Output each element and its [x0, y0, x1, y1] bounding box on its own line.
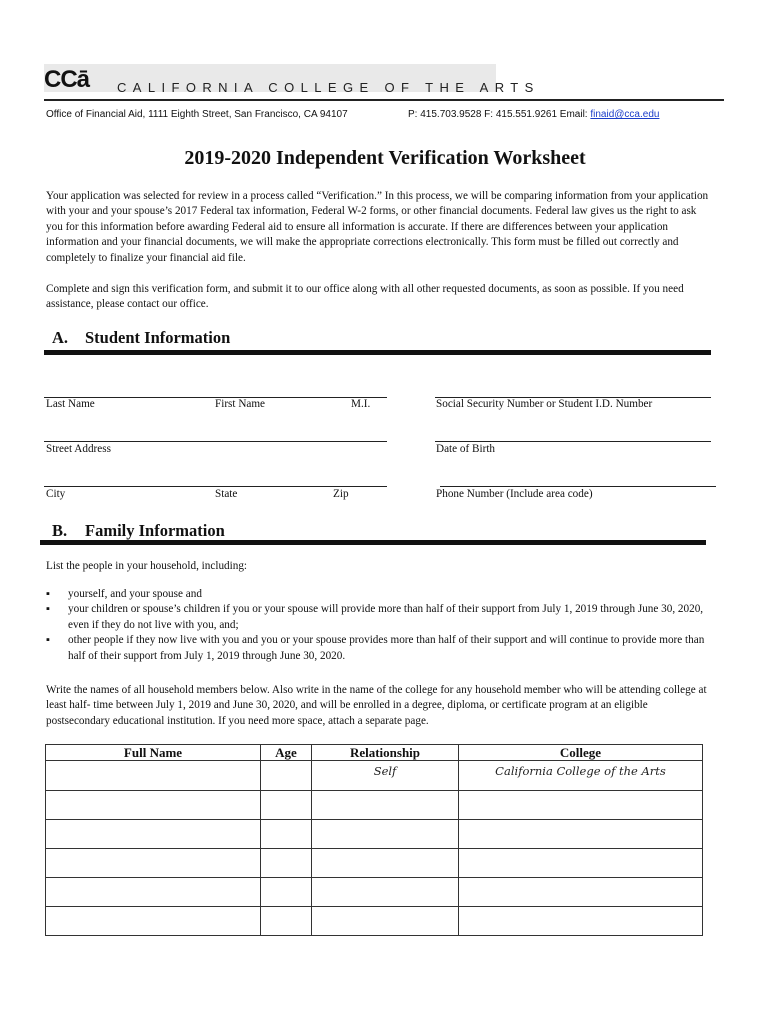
dob-label: Date of Birth [436, 443, 496, 455]
first-name-label: First Name [215, 398, 266, 410]
city-state-zip-line[interactable] [44, 486, 387, 487]
full-name-header: Full Name [46, 745, 261, 761]
phone-field-line[interactable] [440, 486, 716, 487]
cca-logo: CCā [44, 66, 90, 93]
full-name-cell[interactable] [46, 878, 261, 907]
household-criteria-list [46, 587, 712, 664]
age-cell[interactable] [261, 791, 312, 820]
section-b-rule [40, 540, 706, 545]
college-value: California College of the Arts [495, 764, 666, 778]
section-a-heading [52, 328, 230, 348]
header-divider [44, 99, 724, 101]
full-name-cell[interactable] [46, 820, 261, 849]
list-item [46, 633, 712, 664]
age-cell[interactable] [261, 761, 312, 791]
ssn-label: Social Security Number or Student I.D. Number [436, 398, 653, 410]
section-a-title: Student Information [85, 328, 231, 347]
section-b-heading [52, 521, 225, 541]
college-cell[interactable] [459, 761, 703, 791]
table-row [46, 907, 703, 936]
city-label: City [46, 488, 66, 500]
college-cell[interactable] [459, 878, 703, 907]
age-header: Age [261, 745, 312, 761]
table-row [46, 849, 703, 878]
bullet-icon: ▪ [46, 634, 50, 647]
phone-fax-text: P: 415.703.9528 F: 415.551.9261 Email: [408, 109, 591, 120]
relationship-value: Self [373, 764, 397, 778]
age-cell[interactable] [261, 820, 312, 849]
household-table [45, 744, 703, 936]
table-header-row [46, 745, 703, 761]
full-name-cell[interactable] [46, 791, 261, 820]
contact-info [408, 109, 659, 120]
section-a-rule [44, 350, 711, 355]
last-name-label: Last Name [46, 398, 95, 410]
college-header: College [459, 745, 703, 761]
relationship-cell[interactable] [312, 761, 459, 791]
list-item-text: your children or spouse’s children if you or your spouse will provide more than half of their support from July 1, 2019 through June 30, 2020, even if they do not live with you, and; [68, 603, 704, 631]
list-item [46, 587, 712, 602]
age-cell[interactable] [261, 907, 312, 936]
street-field-line[interactable] [44, 441, 387, 442]
street-address-label: Street Address [46, 443, 111, 455]
relationship-cell[interactable] [312, 878, 459, 907]
phone-label: Phone Number (Include area code) [436, 488, 593, 500]
table-row [46, 820, 703, 849]
relationship-cell[interactable] [312, 907, 459, 936]
table-row [46, 791, 703, 820]
list-item [46, 602, 712, 633]
dob-field-line[interactable] [435, 441, 711, 442]
list-item-text: yourself, and your spouse and [68, 588, 202, 600]
office-address: Office of Financial Aid, 1111 Eighth Street, San Francisco, CA 94107 [46, 109, 348, 120]
section-b-letter: B. [52, 521, 68, 540]
bullet-icon: ▪ [46, 603, 50, 616]
middle-initial-label: M.I. [351, 398, 371, 410]
state-label: State [215, 488, 238, 500]
intro-paragraph: Your application was selected for review in a process called “Verification.” In this process, we will be comparing information from your application with your and your spouse’s 2017 Federal tax information, Federal W-2 forms, or other financial documents. Federal law gives us the right to ask you for this information before awarding Federal aid to ensure all information is accurate. If there are differences between your application information and your financial documents, we will make the appropriate corrections electronically. This form must be filled out correctly and completely to finalize your financial aid file. [46, 190, 709, 264]
zip-label: Zip [333, 488, 349, 500]
email-link[interactable]: finaid@cca.edu [590, 109, 660, 120]
table-row [46, 761, 703, 791]
table-row [46, 878, 703, 907]
section-a-letter: A. [52, 328, 69, 347]
full-name-cell[interactable] [46, 907, 261, 936]
college-cell[interactable] [459, 791, 703, 820]
relationship-header: Relationship [312, 745, 459, 761]
household-instructions: Write the names of all household members below. Also write in the name of the college for any household member who will be attending college at least half- time between July 1, 2019 and June 30, 2020, and will be enrolled in a degree, diploma, or certificate program at an eligible postsecondary educational institution. If you need more space, attach a separate page. [46, 684, 707, 727]
full-name-cell[interactable] [46, 849, 261, 878]
submission-paragraph: Complete and sign this verification form, and submit it to our office along with all other requested documents, as soon as possible. If you need assistance, please contact our office. [46, 283, 684, 311]
bullet-icon: ▪ [46, 588, 50, 600]
college-name: CALIFORNIA COLLEGE OF THE ARTS [117, 80, 540, 95]
relationship-cell[interactable] [312, 820, 459, 849]
college-cell[interactable] [459, 849, 703, 878]
page-title: 2019-2020 Independent Verification Worksheet [184, 147, 586, 169]
relationship-cell[interactable] [312, 791, 459, 820]
age-cell[interactable] [261, 878, 312, 907]
relationship-cell[interactable] [312, 849, 459, 878]
household-list-intro: List the people in your household, including: [46, 560, 248, 572]
section-b-title: Family Information [85, 521, 225, 540]
college-cell[interactable] [459, 907, 703, 936]
list-item-text: other people if they now live with you and you or your spouse provides more than half of their support and will continue to provide more than half of their support from July 1, 2019 through June 30, 2020. [68, 634, 705, 662]
full-name-cell[interactable] [46, 761, 261, 791]
age-cell[interactable] [261, 849, 312, 878]
college-cell[interactable] [459, 820, 703, 849]
